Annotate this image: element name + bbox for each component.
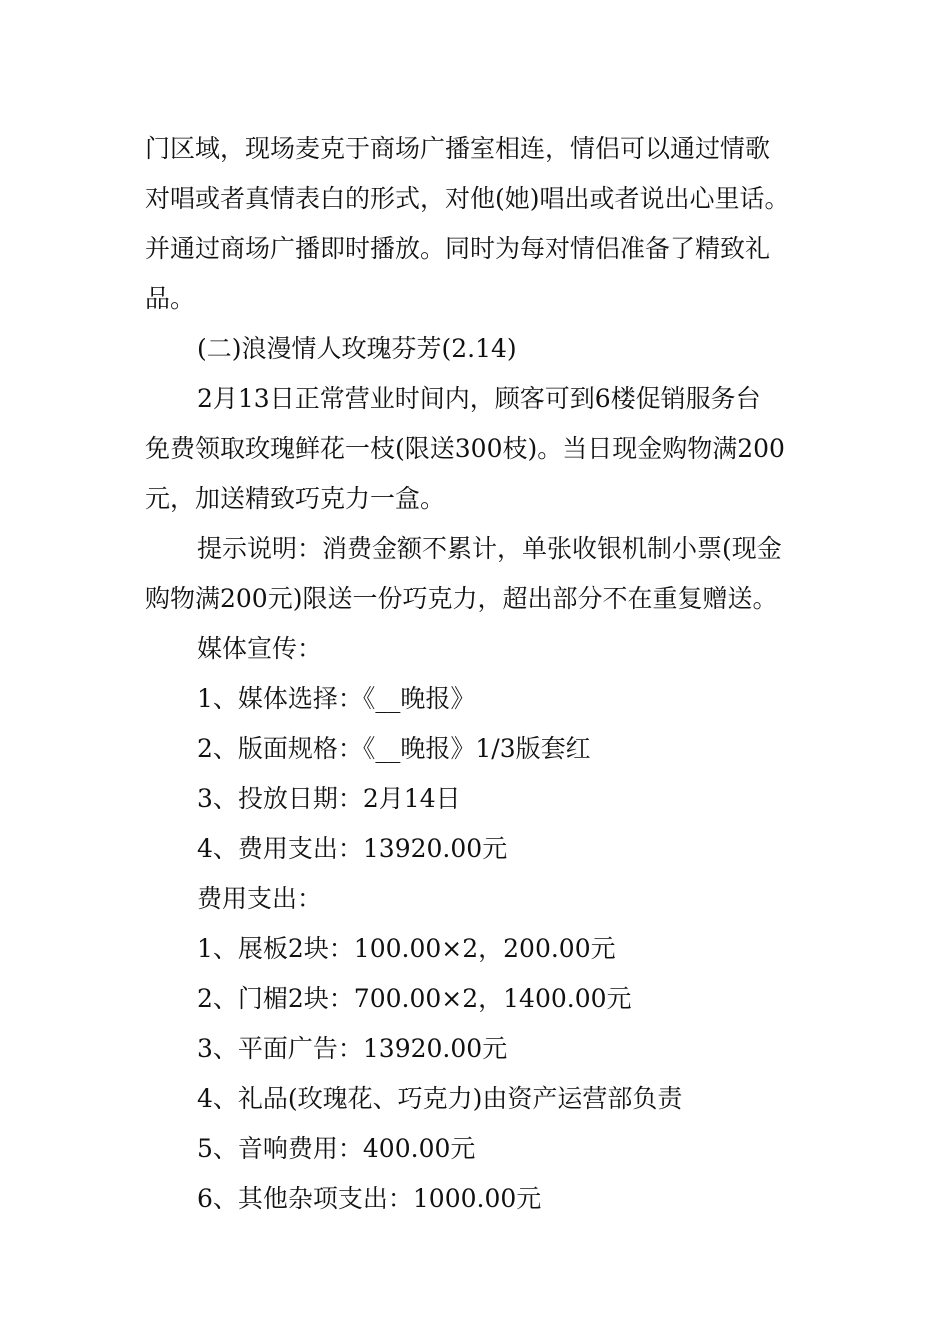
document-body <box>145 124 815 1224</box>
paragraph-line: 并通过商场广播即时播放。同时为每对情侣准备了精致礼 <box>145 234 771 263</box>
paragraph-notice <box>145 524 815 624</box>
cost-heading-text: 费用支出： <box>197 884 323 913</box>
paragraph-line: 门区域，现场麦克于商场广播室相连，情侣可以通过情歌 <box>145 134 771 163</box>
paragraph-line: 购物满200元)限送一份巧克力，超出部分不在重复赠送。 <box>145 584 778 613</box>
list-item: 1、媒体选择：《__晚报》 <box>197 684 476 713</box>
list-item: 4、费用支出：13920.00元 <box>197 834 508 863</box>
list-item: 1、展板2块：100.00×2，200.00元 <box>197 934 616 963</box>
list-item: 2、门楣2块：700.00×2，1400.00元 <box>197 984 632 1013</box>
paragraph-line: 提示说明：消费金额不累计，单张收银机制小票(现金 <box>197 534 782 563</box>
cost-list <box>145 924 815 1224</box>
section-heading-text: (二)浪漫情人玫瑰芬芳(2.14) <box>197 334 517 363</box>
paragraph-line: 对唱或者真情表白的形式，对他(她)唱出或者说出心里话。 <box>145 184 790 213</box>
section-heading-roses <box>145 324 815 374</box>
media-heading <box>145 624 815 674</box>
cost-heading <box>145 874 815 924</box>
paragraph-line: 免费领取玫瑰鲜花一枝(限送300枝)。当日现金购物满200 <box>145 434 785 463</box>
media-list <box>145 674 815 874</box>
list-item: 5、音响费用：400.00元 <box>197 1134 476 1163</box>
media-heading-text: 媒体宣传： <box>197 634 323 663</box>
paragraph-line: 元，加送精致巧克力一盒。 <box>145 484 446 513</box>
list-item: 6、其他杂项支出：1000.00元 <box>197 1184 542 1213</box>
list-item: 4、礼品(玫瑰花、巧克力)由资产运营部负责 <box>197 1084 683 1113</box>
paragraph-venue-broadcast <box>145 124 815 324</box>
list-item: 2、版面规格：《__晚报》1/3版套红 <box>197 734 591 763</box>
paragraph-line: 2月13日正常营业时间内，顾客可到6楼促销服务台 <box>197 384 761 413</box>
paragraph-rose-giveaway <box>145 374 815 524</box>
list-item: 3、平面广告：13920.00元 <box>197 1034 508 1063</box>
paragraph-line: 品。 <box>145 284 196 313</box>
list-item: 3、投放日期：2月14日 <box>197 784 461 813</box>
